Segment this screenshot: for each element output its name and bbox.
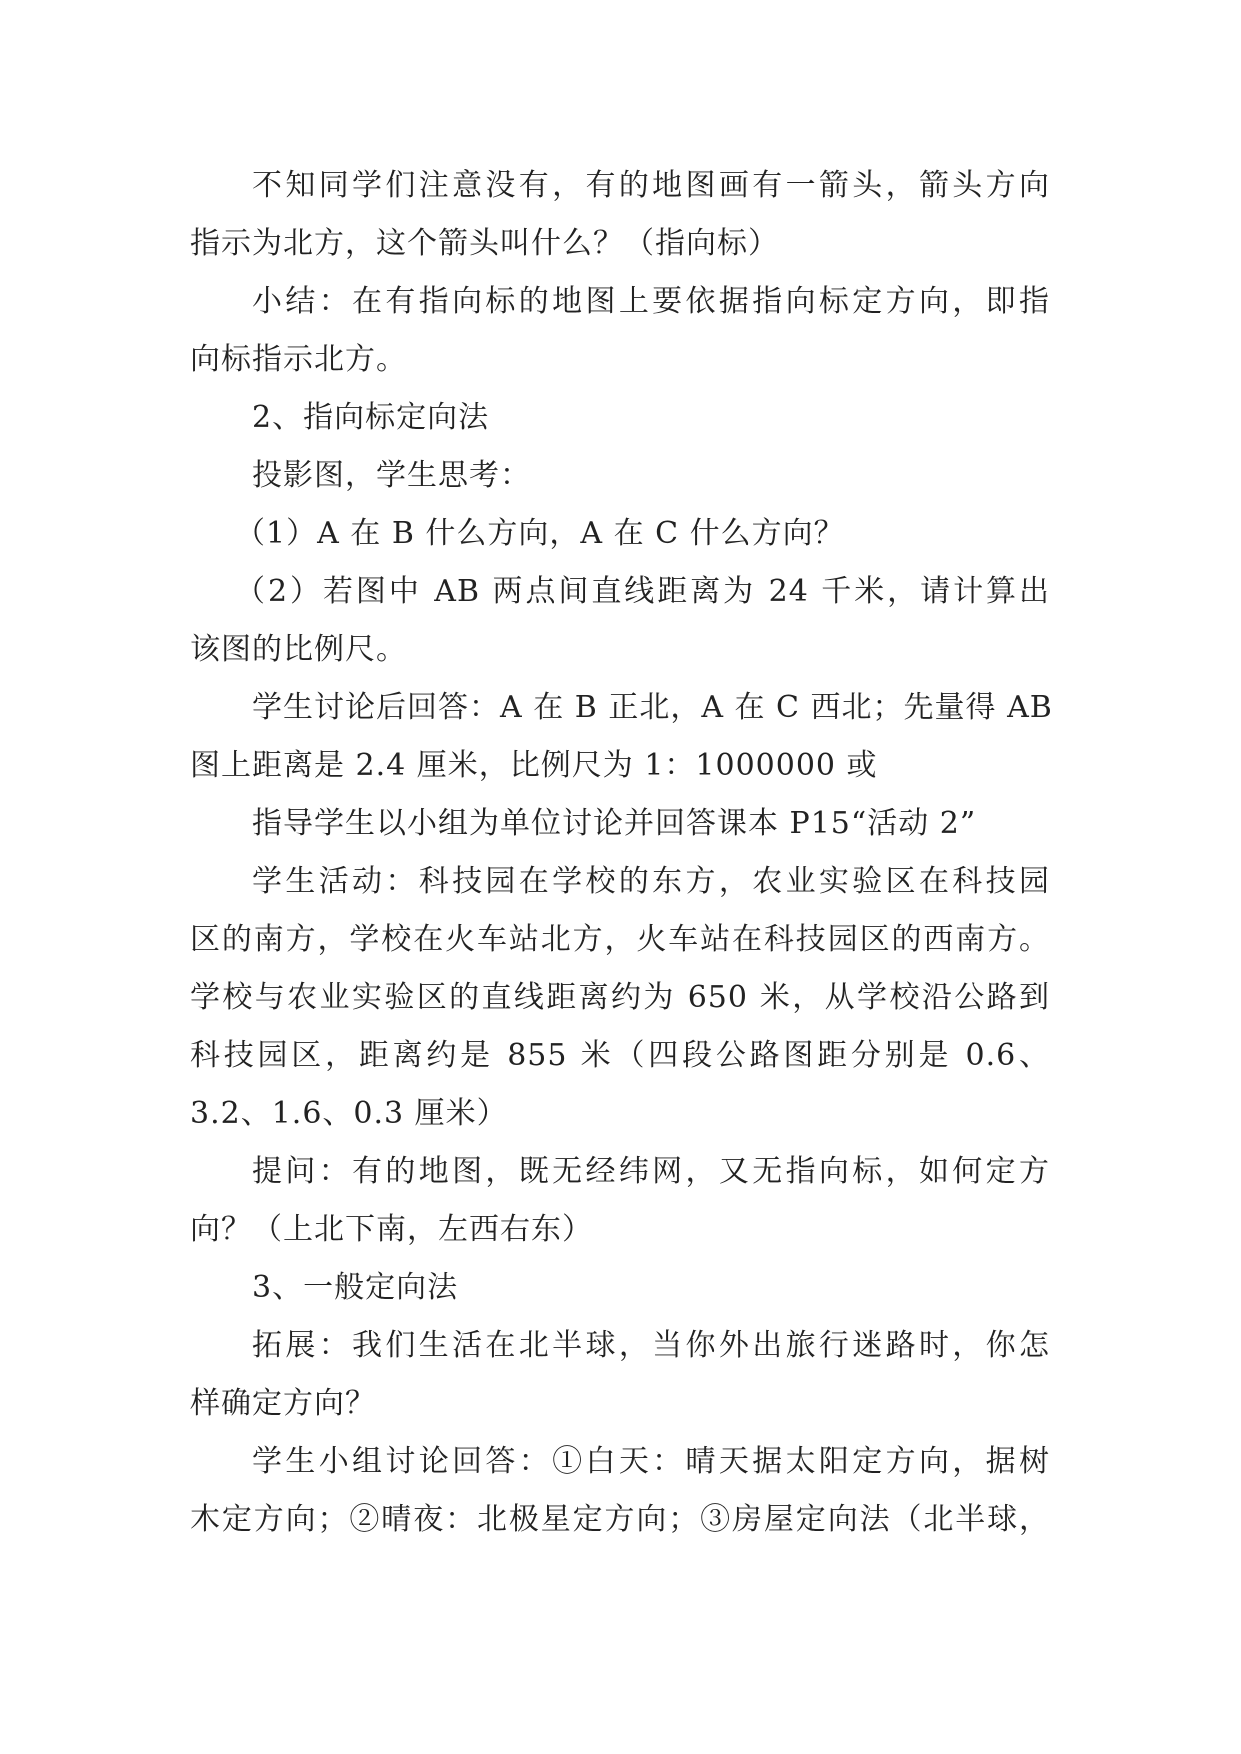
paragraph-line: 科技园区，距离约是 855 米（四段公路图距分别是 0.6、: [190, 1038, 1050, 1073]
paragraph-line: 学生小组讨论回答：①白天：晴天据太阳定方向，据树: [252, 1444, 1050, 1479]
paragraph-line: 该图的比例尺。: [190, 632, 407, 667]
paragraph-line: 木定方向；②晴夜：北极星定方向；③房屋定向法（北半球，: [190, 1502, 1050, 1537]
paragraph-line: 向？（上北下南，左西右东）: [190, 1212, 593, 1247]
paragraph-line: 小结：在有指向标的地图上要依据指向标定方向，即指: [252, 284, 1050, 319]
paragraph-line: 学生讨论后回答：A 在 B 正北，A 在 C 西北；先量得 AB: [252, 690, 1053, 725]
question-line: （2）若图中 AB 两点间直线距离为 24 千米，请计算出: [235, 574, 1050, 609]
paragraph-line: 向标指示北方。: [190, 342, 407, 377]
paragraph-line: 样确定方向？: [190, 1386, 376, 1421]
section-heading: 3、一般定向法: [252, 1270, 459, 1305]
paragraph-line: 拓展：我们生活在北半球，当你外出旅行迷路时，你怎: [252, 1328, 1050, 1363]
paragraph-line: 指导学生以小组为单位讨论并回答课本 P15“活动 2”: [252, 806, 977, 841]
paragraph-line: 学校与农业实验区的直线距离约为 650 米，从学校沿公路到: [190, 980, 1050, 1015]
paragraph-line: 提问：有的地图，既无经纬网，又无指向标，如何定方: [252, 1154, 1050, 1189]
paragraph-line: 图上距离是 2.4 厘米，比例尺为 1：1000000 或: [190, 748, 878, 783]
paragraph-line: 投影图，学生思考：: [252, 458, 531, 493]
question-line: （1）A 在 B 什么方向，A 在 C 什么方向？: [235, 516, 845, 551]
section-heading: 2、指向标定向法: [252, 400, 490, 435]
paragraph-line: 区的南方，学校在火车站北方，火车站在科技园区的西南方。: [190, 922, 1050, 957]
paragraph-line: 学生活动：科技园在学校的东方，农业实验区在科技园: [252, 864, 1050, 899]
paragraph-line: 3.2、1.6、0.3 厘米）: [190, 1096, 508, 1131]
paragraph-line: 不知同学们注意没有，有的地图画有一箭头，箭头方向: [252, 168, 1050, 203]
paragraph-line: 指示为北方，这个箭头叫什么？（指向标）: [190, 226, 779, 261]
